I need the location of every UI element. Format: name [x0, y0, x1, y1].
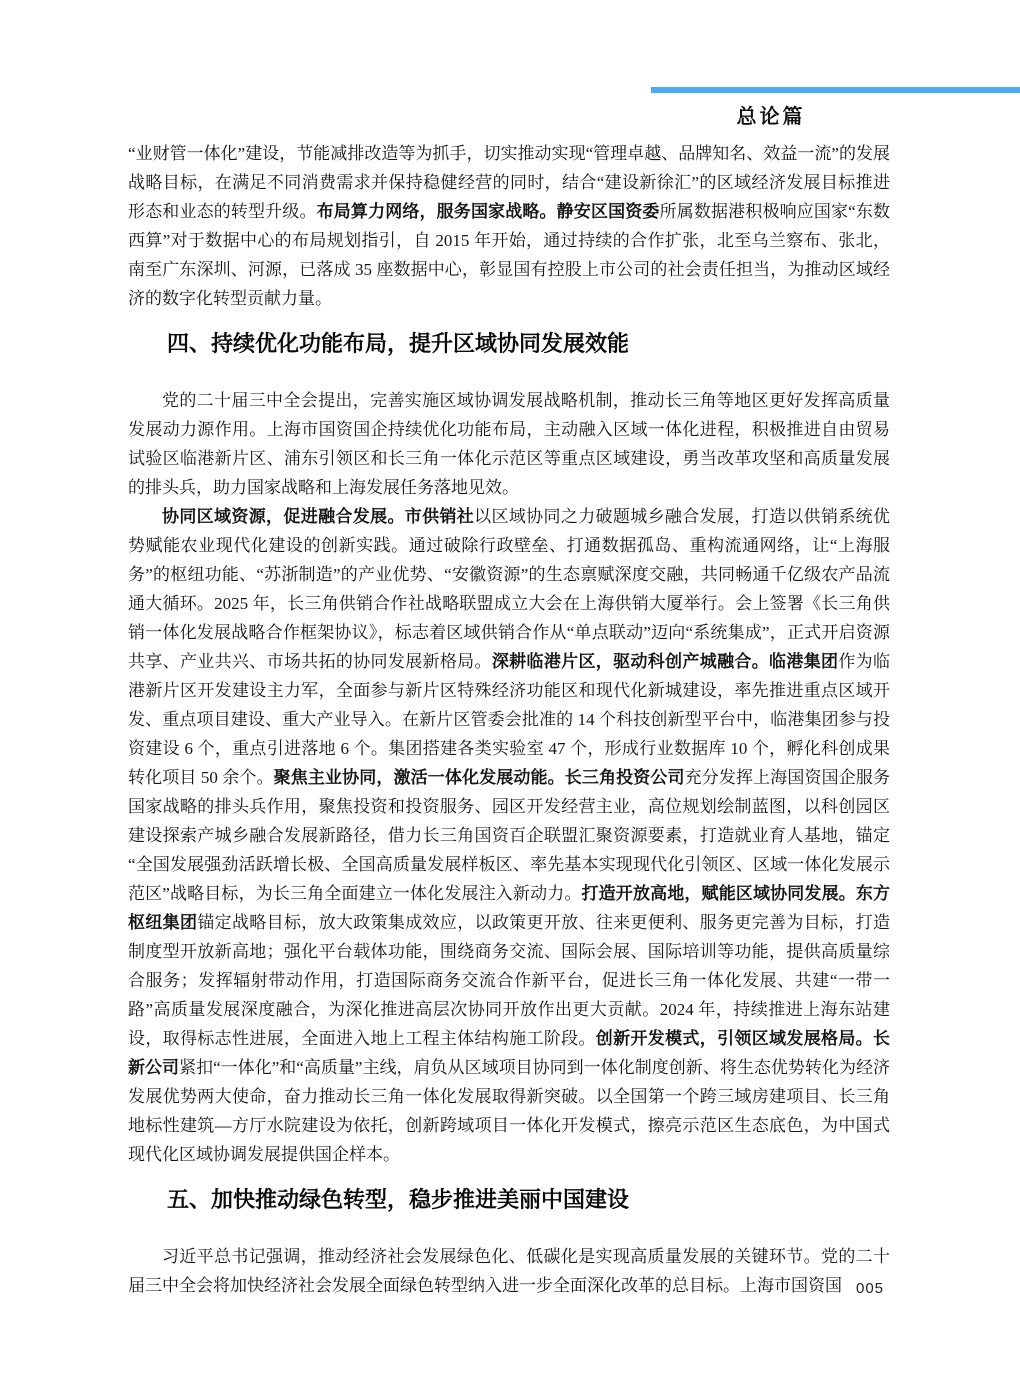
bold-run: 打造开放高地，赋能区域协同发展。东方枢纽集团: [128, 884, 891, 932]
page-number: 005: [856, 1280, 885, 1297]
text-run: 党的二十届三中全会提出，完善实施区域协调发展战略机制，推动长三角等地区更好发挥高质量发展动力源作用。上海市国资国企持续优化功能布局，主动融入区域一体化进程，积极推进自由贸易试验区临港新片区、浦东引领区和长三角一体化示范区等重点区域建设，勇当改革攻坚和高质量发展的排头兵，助力国家战略和上海发展任务落地见效。: [128, 391, 890, 497]
document-blocks: [128, 139, 890, 1300]
running-head-section-label: 总论篇: [736, 106, 806, 128]
text-run: 习近平总书记强调，推动经济社会发展绿色化、低碳化是实现高质量发展的关键环节。党的二十届三中全会将加快经济社会发展全面绿色转型纳入进一步全面深化改革的总目标。上海市国资国: [128, 1247, 890, 1295]
bold-run: 深耕临港片区，驱动科创产城融合。临港集团: [491, 652, 839, 671]
text-run: 作为临港新片区开发建设主力军，全面参与新片区特殊经济功能区和现代化新城建设，率先推进重点区域开发、重点项目建设、重大产业导入。在新片区管委会批准的 14 个科技创新型平台中，临港集团参与投资建设 6 个，重点引进落地 6 个。集团搭建各类实验室 47 个，形成行业数据库 10 个，孵化科创成果转化项目 50 余个。: [128, 652, 891, 787]
page-body: [128, 139, 890, 1300]
bold-run: 协同区域资源，促进融合发展。市供销社: [162, 507, 475, 526]
text-run: 锚定战略目标，放大政策集成效应，以政策更开放、往来更便利、服务更完善为目标，打造制度型开放新高地；强化平台载体功能，围绕商务交流、国际会展、国际培训等功能，提供高质量综合服务；发挥辐射带动作用，打造国际商务交流合作新平台，促进长三角一体化发展、共建“一带一路”高质量发展深度融合，为深化推进高层次协同开放作出更大贡献。2024 年，持续推进上海东站建设，取得标志性进展，全面进入地上工程主体结构施工阶段。: [128, 913, 891, 1048]
bold-run: 布局算力网络，服务国家战略。静安区国资委: [316, 202, 660, 221]
text-run: 紧扣“一体化”和“高质量”主线，肩负从区域项目协同到一体化制度创新、将生态优势转化为经济发展优势两大使命，奋力推动长三角一体化发展取得新突破。以全国第一个跨三域房建项目、长三角地标性建筑—方厅水院建设为依托，创新跨域项目一体化开发模式，擦亮示范区生态底色，为中国式现代化区域协调发展提供国企样本。: [128, 1058, 891, 1164]
paragraph: [128, 502, 890, 1169]
section-heading: 五、加快推动绿色转型，稳步推进美丽中国建设: [167, 1187, 630, 1212]
text-run: “业财管一体化”建设，节能减排改造等为抓手，切实推动实现“管理卓越、品牌知名、效益一流”的发展战略目标，在满足不同消费需求并保持稳健经营的同时，结合“建设新徐汇”的区域经济发展目标推进形态和业态的转型升级。: [128, 144, 890, 221]
paragraph: [128, 1242, 890, 1300]
header-accent-bar: [651, 87, 1020, 93]
text-run: 所属数据港积极响应国家“东数西算”对于数据中心的布局规划指引，自 2015 年开始，通过持续的合作扩张，北至乌兰察布、张北，南至广东深圳、河源，已落成 35 座数据中心，彰显国有控股上市公司的社会责任担当，为推动区域经济的数字化转型贡献力量。: [128, 202, 891, 308]
text-run: 以区域协同之力破题城乡融合发展，打造以供销系统优势赋能农业现代化建设的创新实践。通过破除行政壁垒、打通数据孤岛、重构流通网络，让“上海服务”的枢纽功能、“苏浙制造”的产业优势、“安徽资源”的生态禀赋深度交融，共同畅通千亿级农产品流通大循环。2025 年，长三角供销合作社战略联盟成立大会在上海供销大厦举行。会上签署《长三角供销一体化发展战略合作框架协议》，标志着区域供销合作从“单点联动”迈向“系统集成”，正式开启资源共享、产业共兴、市场共拓的协同发展新格局。: [128, 507, 891, 671]
paragraph: [128, 386, 890, 502]
bold-run: 创新开发模式，引领区域发展格局。长新公司: [128, 1029, 891, 1077]
text-run: 充分发挥上海国资国企服务国家战略的排头兵作用，聚焦投资和投资服务、园区开发经营主业，高位规划绘制蓝图，以科创园区建设探索产城乡融合发展新路径，借力长三角国资百企联盟汇聚资源要素，打造就业育人基地，锚定“全国发展强劲活跃增长极、全国高质量发展样板区、率先基本实现现代化引领区、区域一体化发展示范区”战略目标，为长三角全面建立一体化发展注入新动力。: [128, 768, 890, 903]
paragraph: [128, 139, 890, 313]
bold-run: 聚焦主业协同，激活一体化发展动能。长三角投资公司: [273, 768, 685, 787]
section-heading: 四、持续优化功能布局，提升区域协同发展效能: [167, 331, 630, 356]
